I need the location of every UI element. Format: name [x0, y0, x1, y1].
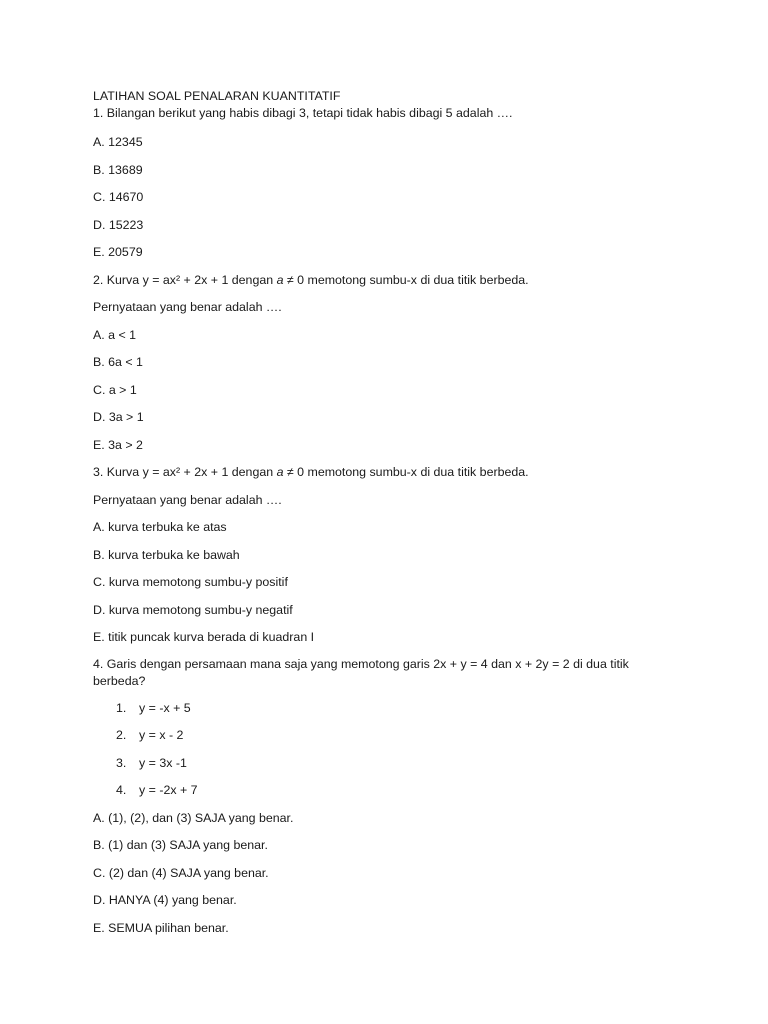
- q4-equation-list: [93, 699, 673, 800]
- q4-option-d: D. HANYA (4) yang benar.: [93, 893, 237, 907]
- q3-variable: a: [276, 465, 284, 479]
- q2-option-b: B. 6a < 1: [93, 355, 143, 369]
- q2-option-d: D. 3a > 1: [93, 410, 144, 424]
- q3-statement: Pernyataan yang benar adalah ….: [93, 492, 282, 507]
- q3-option-b: B. kurva terbuka ke bawah: [93, 547, 240, 562]
- q4-option-b: B. (1) dan (3) SAJA yang benar.: [93, 838, 268, 852]
- document-title: LATIHAN SOAL PENALARAN KUANTITATIF: [93, 89, 341, 103]
- q2-variable: a: [276, 272, 284, 287]
- q2-statement: Pernyataan yang benar adalah ….: [93, 300, 282, 314]
- q4-equation-3-text: y = 3x -1: [139, 755, 187, 770]
- q3-option-e: E. titik puncak kurva berada di kuadran I: [93, 630, 315, 644]
- q1-option-e: E. 20579: [93, 245, 143, 259]
- q4-equation-4-number: 4.: [116, 783, 127, 797]
- q2-text-post: ≠ 0 memotong sumbu-x di dua titik berbeda.: [283, 272, 529, 287]
- q2-option-a: A. a < 1: [93, 327, 137, 342]
- q1-option-a: A. 12345: [93, 135, 143, 149]
- q4-equation-4: [93, 781, 673, 799]
- question-2-text: [93, 271, 673, 289]
- q3-text-post: ≠ 0 memotong sumbu-x di dua titik berbeda.: [283, 465, 529, 479]
- q4-equation-2-number: 2.: [116, 728, 127, 742]
- q2-option-c: C. a > 1: [93, 382, 137, 397]
- q1-option-d: D. 15223: [93, 217, 144, 232]
- q2-text-pre: 2. Kurva y = ax² + 2x + 1 dengan: [93, 272, 277, 287]
- q4-equation-2-text: y = x - 2: [139, 728, 184, 742]
- q2-option-e: E. 3a > 2: [93, 437, 143, 452]
- question-4-text: 4. Garis dengan persamaan mana saja yang memotong garis 2x + y = 4 dan x + 2y = 2 di dua titik berbeda?: [93, 656, 629, 688]
- q4-equation-2: [93, 726, 673, 744]
- document-page: [93, 88, 673, 946]
- q1-option-c: C. 14670: [93, 190, 144, 204]
- q4-equation-4-text: y = -2x + 7: [139, 783, 198, 797]
- q3-option-d: D. kurva memotong sumbu-y negatif: [93, 602, 293, 617]
- q1-option-b: B. 13689: [93, 162, 143, 177]
- q4-equation-3-number: 3.: [116, 755, 127, 770]
- q3-option-c: C. kurva memotong sumbu-y positif: [93, 575, 288, 589]
- q4-option-e: E. SEMUA pilihan benar.: [93, 920, 229, 935]
- q4-equation-1-number: 1.: [116, 700, 127, 715]
- q4-equation-1-text: y = -x + 5: [139, 700, 191, 715]
- q4-equation-3: [93, 754, 673, 772]
- question-3-text: [93, 463, 673, 481]
- q3-text-pre: 3. Kurva y = ax² + 2x + 1 dengan: [93, 465, 277, 479]
- q3-option-a: A. kurva terbuka ke atas: [93, 520, 227, 534]
- q4-equation-1: [93, 699, 673, 717]
- q4-option-c: C. (2) dan (4) SAJA yang benar.: [93, 865, 269, 880]
- question-1-text: 1. Bilangan berikut yang habis dibagi 3, tetapi tidak habis dibagi 5 adalah ….: [93, 106, 513, 120]
- q4-option-a: A. (1), (2), dan (3) SAJA yang benar.: [93, 810, 294, 825]
